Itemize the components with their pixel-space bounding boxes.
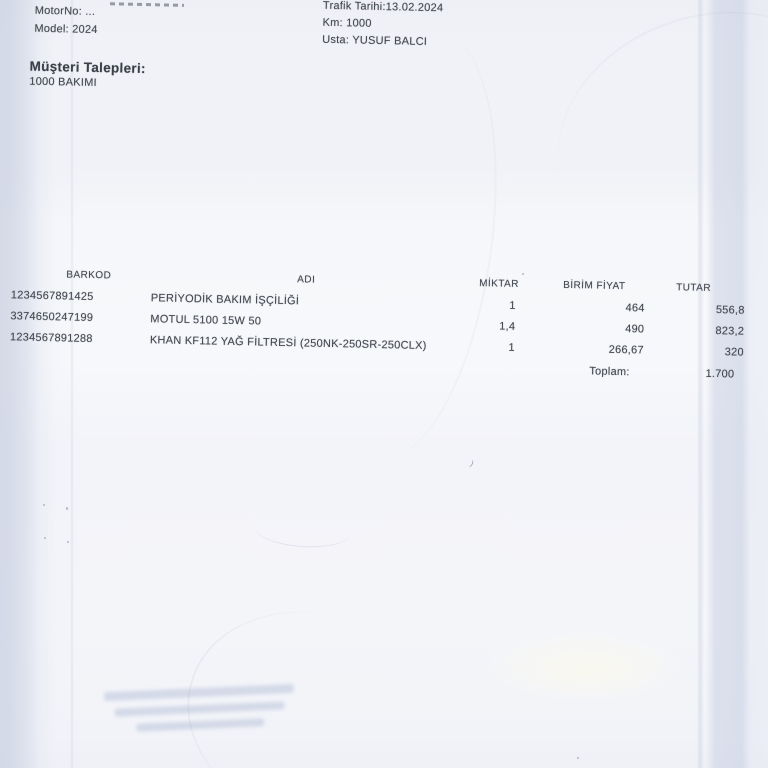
- cell-barkod: 1234567891288: [9, 331, 93, 346]
- trafik-tarihi-line: Trafik Tarihi:13.02.2024: [322, 0, 444, 15]
- cell-barkod: 3374650247199: [10, 310, 94, 325]
- cell-tutar: 823,2: [715, 325, 745, 338]
- scan-speck: [577, 757, 579, 759]
- stamp-text-line: [115, 701, 285, 716]
- cell-adi: KHAN KF112 YAĞ FİLTRESİ (250NK-250SR-250CLX): [149, 334, 427, 353]
- musteri-talepleri-title: Müşteri Talepleri:: [29, 58, 146, 77]
- cell-miktar: 1: [509, 299, 516, 312]
- faint-ink-stamp: [94, 683, 306, 752]
- scan-speck: [66, 507, 68, 510]
- cell-barkod: 1234567891425: [10, 289, 94, 304]
- column-header-miktar: MİKTAR: [479, 278, 520, 290]
- cell-miktar: 1: [508, 341, 515, 354]
- scan-speck: [44, 537, 46, 539]
- model-line: Model: 2024: [34, 22, 98, 37]
- scan-speck: [522, 273, 524, 275]
- cell-tutar: 556,8: [715, 304, 745, 317]
- motor-no-line: MotorNo: ...: [34, 4, 96, 18]
- usta-line: Usta: YUSUF BALCI: [322, 33, 428, 48]
- stamp-text-line: [136, 718, 264, 732]
- column-header-tutar: TUTAR: [676, 282, 712, 294]
- km-line: Km: 1000: [322, 16, 372, 30]
- cell-tutar: 320: [724, 346, 744, 359]
- cell-birim-fiyat: 490: [625, 323, 645, 336]
- cell-adi: MOTUL 5100 15W 50: [150, 313, 262, 328]
- column-header-birim-fiyat: BİRİM FİYAT: [563, 279, 626, 293]
- customer-request-item: 1000 BAKIMI: [29, 75, 97, 90]
- total-value: 1.700: [705, 367, 735, 381]
- cell-adi: PERİYODİK BAKIM İŞÇİLİĞİ: [150, 292, 300, 308]
- scan-speck: [67, 541, 69, 543]
- cutoff-text-fragment: [110, 2, 184, 7]
- column-header-barkod: BARKOD: [66, 269, 112, 282]
- total-label: Toplam:: [589, 365, 630, 379]
- cell-birim-fiyat: 266,67: [608, 343, 644, 357]
- cell-miktar: 1,4: [499, 320, 516, 333]
- scan-speck: [43, 504, 45, 506]
- column-header-adi: ADI: [297, 274, 316, 286]
- cell-birim-fiyat: 464: [625, 302, 645, 315]
